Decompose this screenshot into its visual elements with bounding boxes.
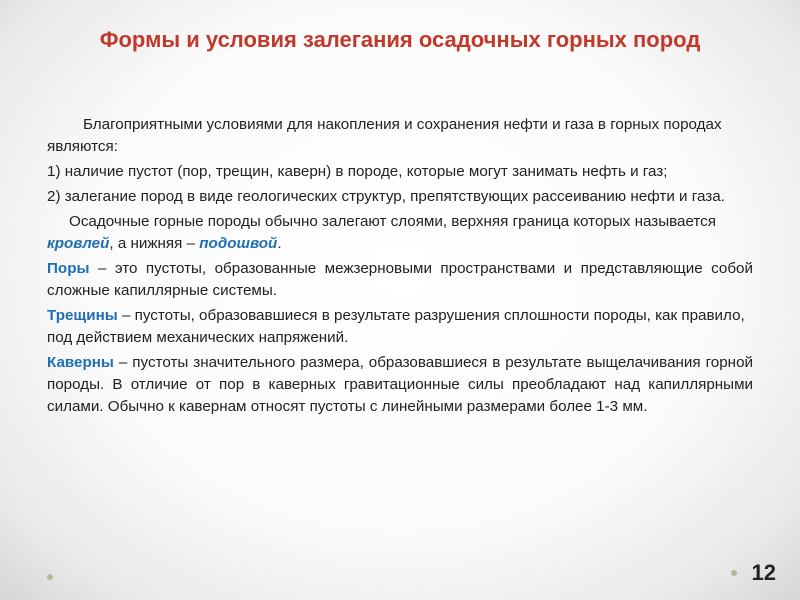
- pores-paragraph: Поры – это пустоты, образованные межзерновыми пространствами и представляющие собой сложные капиллярные системы.: [47, 260, 753, 299]
- condition-2: 2) залегание пород в виде геологических структур, препятствующих рассеиванию нефти и газа.: [47, 188, 725, 205]
- decor-dot-right: [731, 570, 737, 576]
- cracks-paragraph: Трещины – пустоты, образовавшиеся в результате разрушения сплошности породы, как правило, под действием механических напряжений.: [47, 307, 745, 346]
- intro-paragraph: Благоприятными условиями для накопления и сохранения нефти и газа в горных породах являются:: [47, 116, 722, 155]
- slide-body: [47, 114, 753, 418]
- term-krovlya: кровлей: [47, 235, 110, 252]
- term-caverns: Каверны: [47, 354, 114, 371]
- page-number: 12: [751, 560, 776, 585]
- term-cracks: Трещины: [47, 307, 118, 324]
- term-podoshva: подошвой: [199, 235, 278, 252]
- caverns-paragraph: Каверны – пустоты значительного размера, образовавшиеся в результате выщелачивания горной породы. В отличие от пор в каверных гравитационные силы преобладают над капиллярными силами. Обычно к кавернам относят пустоты с линейными размерами более 1-3 мм.: [47, 354, 753, 415]
- condition-1: 1) наличие пустот (пор, трещин, каверн) в породе, которые могут занимать нефть и газ;: [47, 163, 668, 180]
- term-pores: Поры: [47, 260, 90, 277]
- decor-dot-left: [47, 574, 53, 580]
- layers-paragraph: Осадочные горные породы обычно залегают слоями, верхняя граница которых называется кровлей, а нижняя – подошвой.: [47, 213, 717, 252]
- slide-title: Формы и условия залегания осадочных горных пород: [99, 27, 701, 52]
